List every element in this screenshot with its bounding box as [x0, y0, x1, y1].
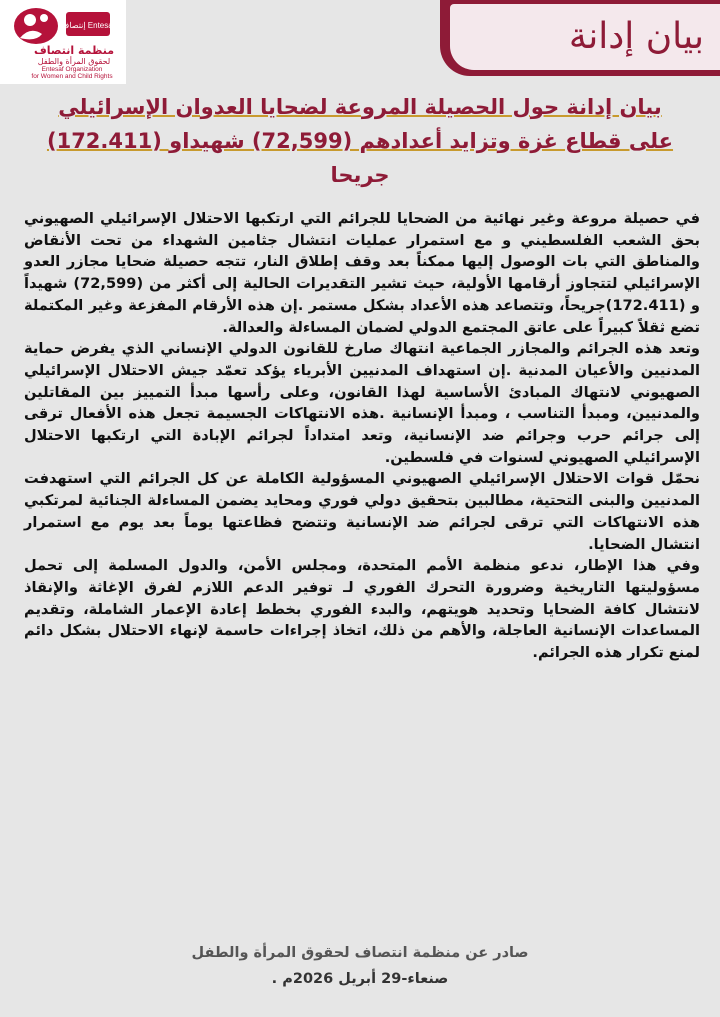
logo-emblem-icon	[8, 4, 118, 48]
paragraph-4: وفي هذا الإطار، ندعو منظمة الأمم المتحدة، ومجلس الأمن، والدول المسلمة إلى تحمل مسؤوليتها التاريخية وضرورة التحرك الفوري لـ توفير الدعم اللازم لفرق الإغاثة والإنقاذ لانتشال كافة الضحايا وتحديد هويتهم، والبدء الفوري بخطط إعادة الإعمار الشاملة، وتقديم المساعدات الإنسانية العاجلة، والأهم من ذلك، اتخاذ إجراءات حاسمة لإنهاء الاحتلال بشكل دائم لمنع تكرار هذه الجرائم.	[24, 557, 700, 662]
statement-body	[24, 208, 700, 664]
title-line-2: على قطاع غزة وتزايد أعدادهم (72,599) شهيداو (172.411)	[46, 129, 674, 153]
logo-org-en-line2: for Women and Child Rights	[31, 73, 113, 80]
date-line: صنعاء-29 أبريل 2026م .	[271, 971, 449, 987]
paragraph-2: وتعد هذه الجرائم والمجازر الجماعية انتهاك صارخ للقانون الدولي الإنساني الذي يفرض حماية المدنيين والأعيان المدنية .إن استهداف المدنيين الأبرياء يؤكد تعمّد جيش الاحتلال الإسرائيلي الصهيوني لانتهاك المبادئ الأساسية لهذا القانون، وعلى رأسها مبدأ التمييز بين المقاتلين والمدنيين، ومبدأ التناسب ، ومبدأ الإنسانية .هذه الانتهاكات الجسيمة تجعل هذه الأفعال ترقى إلى جرائم حرب وجرائم ضد الإنسانية، وتعد امتداداً لجرائم الإبادة التي ارتكبها الاحتلال الإسرائيلي الصهيوني لسنوات في فلسطين.	[24, 340, 700, 466]
statement-title	[30, 90, 690, 192]
issuer-line: صادر عن منظمة انتصاف لحقوق المرأة والطفل	[191, 945, 529, 961]
organization-logo	[0, 0, 126, 84]
logo-org-name-en	[18, 66, 126, 80]
paragraph-3: نحمّل قوات الاحتلال الإسرائيلي الصهيوني المسؤولية الكاملة عن كل الجرائم التي استهدفت المدنيين والبنى التحتية، مطالبين بتحقيق دولي فوري ومحايد يضمن المساءلة الجنائية لمرتكبي هذه الانتهاكات التي ترقى لجرائم ضد الإنسانية وتتضح فظاعتها يوماً بعد يوم مع استمرار انتشال الضحايا.	[24, 470, 700, 553]
logo-badge-text: إنتصاف Entesaf	[61, 21, 115, 30]
paragraph-1: في حصيلة مروعة وغير نهائية من الضحايا للجرائم التي ارتكبها الاحتلال الإسرائيلي الصهيوني بحق الشعب الفلسطيني و مع استمرار عمليات انتشال جثامين الشهداء من تحت الأنقاض والمناطق التي بات الوصول إليها ممكناً بعد وقف إطلاق النار، تتجه حصيلة ضحايا مجازر العدو الإسرائيلي لتتجاوز أرقامها الأولية، حيث تشير التقديرات الحالية إلى أكثر من (72,599) شهيداً و (172.411)جريحاً، وتتصاعد هذه الأعداد بشكل مستمر .إن هذه الأرقام المفزعة وغير المكتملة تضع ثقلاً كبيراً على عاتق المجتمع الدولي لضمان المساءلة والعدالة.	[24, 210, 700, 336]
banner-title: بيان إدانة	[568, 16, 704, 57]
signature-block	[150, 940, 570, 992]
logo-org-subtitle-ar: لحقوق المرأة والطفل	[37, 57, 111, 66]
title-line-1: بيان إدانة حول الحصيلة المروعة لضحايا العدوان الإسرائيلي	[58, 95, 662, 119]
logo-org-en-line1: Entesaf Organization	[41, 66, 103, 73]
title-line-3: جريحا	[330, 163, 390, 187]
logo-org-name-ar: منظمة انتصاف	[33, 44, 115, 57]
banner	[450, 4, 720, 70]
header	[0, 0, 720, 84]
